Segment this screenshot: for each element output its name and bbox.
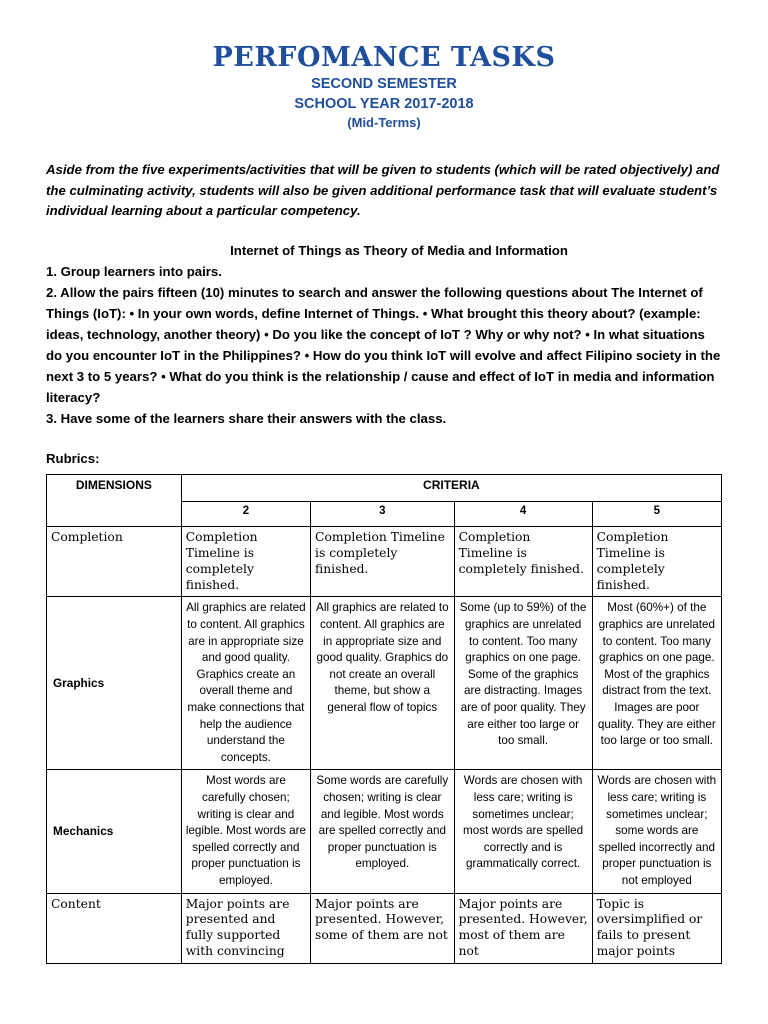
rubrics-table-body <box>47 527 722 963</box>
criteria-cell: Major points are presented and fully supported with convincing <box>181 893 310 963</box>
table-header-row-1 <box>47 475 722 502</box>
dimension-name: Completion <box>47 527 182 597</box>
criteria-cell: Most words are carefully chosen; writing is clear and legible. Most words are spelled correctly and proper punctuation is employed. <box>181 770 310 893</box>
activity-step-3: 3. Have some of the learners share their answers with the class. <box>46 410 447 426</box>
table-row <box>47 597 722 770</box>
rubrics-table-header <box>47 475 722 527</box>
criteria-cell: Topic is oversimplified or fails to present major points <box>592 893 721 963</box>
dimension-name: Graphics <box>47 597 182 770</box>
criteria-cell: Completion Timeline is completely finished. <box>181 527 310 597</box>
score-header-4: 4 <box>454 502 592 527</box>
document-header <box>46 42 722 130</box>
criteria-cell: Most (60%+) of the graphics are unrelated to content. Too many graphics on one page. Most of the graphics distract from the text. Images are poor quality. They are either too large or too small. <box>592 597 721 770</box>
criteria-cell: Completion Timeline is completely finished. <box>454 527 592 597</box>
activity-instructions <box>46 262 722 429</box>
semester-label: SECOND SEMESTER <box>311 76 457 92</box>
criteria-cell: Completion Timeline is completely finished. <box>592 527 721 597</box>
activity-step-1: 1. Group learners into pairs. <box>46 264 222 280</box>
criteria-cell: Major points are presented. However, most of them are not <box>454 893 592 963</box>
table-row <box>47 770 722 893</box>
rubrics-table <box>46 474 722 963</box>
score-header-5: 5 <box>592 502 721 527</box>
intro-paragraph: Aside from the five experiments/activities that will be given to students (which will be rated objectively) and the culminating activity, students will also be given additional performance task that will evaluate student’s individual learning about a particular competency. <box>46 162 720 219</box>
activity-step-2: 2. Allow the pairs fifteen (10) minutes to search and answer the following questions about The Internet of Things (IoT): • In your own words, define Internet of Things. • What brought this theory about? (example: ideas, technology, another theory) • Do you like the concept of IoT ? Why or why not? • In what situations do you encounter IoT in the Philippines? • How do you think IoT will evolve and affect Filipino society in the next 3 to 5 years? • What do you think is the relationship / cause and effect of IoT in media and information literacy? <box>46 285 721 405</box>
criteria-cell: Words are chosen with less care; writing is sometimes unclear; most words are spelled correctly and is grammatically correct. <box>454 770 592 893</box>
criteria-cell: Some words are carefully chosen; writing is clear and legible. Most words are spelled correctly and proper punctuation is employed. <box>311 770 455 893</box>
criteria-cell: Major points are presented. However, some of them are not <box>311 893 455 963</box>
dimensions-header: DIMENSIONS <box>47 475 182 527</box>
criteria-cell: Some (up to 59%) of the graphics are unrelated to content. Too many graphics on one page. Some of the graphics are distracting. Images are of poor quality. They are either too large or too small. <box>454 597 592 770</box>
score-header-3: 3 <box>311 502 455 527</box>
criteria-cell: Completion Timeline is completely finished. <box>311 527 455 597</box>
school-year-label: SCHOOL YEAR 2017-2018 <box>294 95 474 112</box>
score-header-2: 2 <box>181 502 310 527</box>
rubrics-label: Rubrics: <box>46 451 100 467</box>
criteria-cell: All graphics are related to content. All graphics are in appropriate size and good quality. Graphics do not create an overall theme, but show a general flow of topics <box>311 597 455 770</box>
table-row <box>47 527 722 597</box>
table-row <box>47 893 722 963</box>
term-label: (Mid-Terms) <box>347 115 421 131</box>
activity-title: Internet of Things as Theory of Media and Information <box>230 243 568 259</box>
criteria-header: CRITERIA <box>181 475 721 502</box>
criteria-cell: Words are chosen with less care; writing is sometimes unclear; some words are spelled incorrectly and proper punctuation is not employed <box>592 770 721 893</box>
page-title: PERFOMANCE TASKS <box>212 42 556 73</box>
dimension-name: Mechanics <box>47 770 182 893</box>
criteria-cell: All graphics are related to content. All graphics are in appropriate size and good quality. Graphics create an overall theme and make connections that help the audience understand the concepts. <box>181 597 310 770</box>
dimension-name: Content <box>47 893 182 963</box>
